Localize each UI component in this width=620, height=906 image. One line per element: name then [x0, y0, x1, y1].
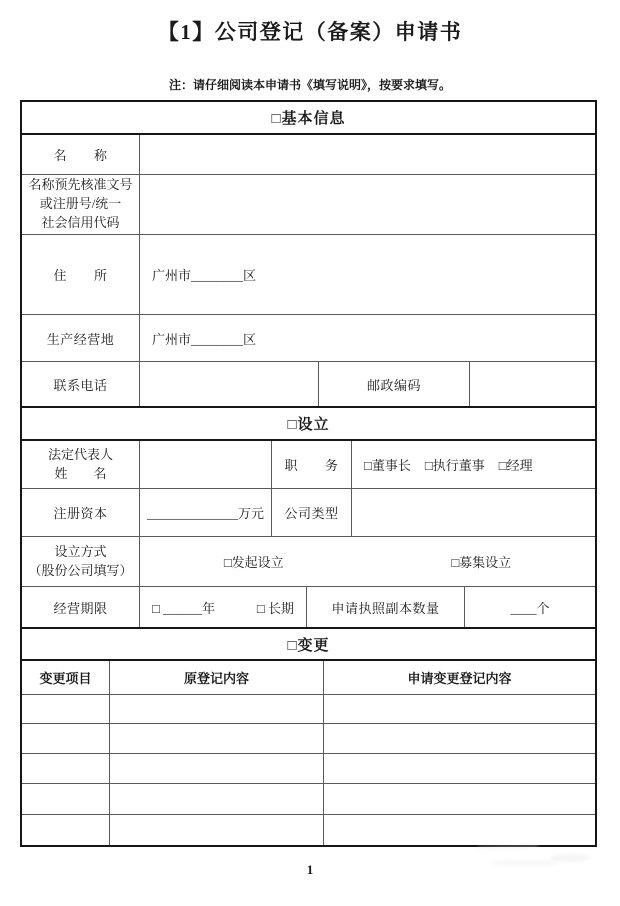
business-term-options [140, 587, 307, 627]
company-type-label: 公司类型 [272, 489, 352, 536]
business-site-label: 生产经营地 [22, 315, 140, 361]
row-business-site [22, 315, 595, 362]
license-copies-label: 申请执照副本数量 [307, 587, 465, 627]
approval-number-label [22, 175, 140, 234]
change-original-cell [110, 784, 324, 814]
checkbox-option-manager: □经理 [498, 458, 533, 473]
checkbox-option-fundraise-setup: □募集设立 [451, 555, 512, 570]
registered-capital-field: ______________万元 [140, 489, 272, 536]
change-empty-row [22, 754, 595, 784]
section-header-change [22, 629, 595, 661]
page-number: 1 [306, 862, 314, 877]
setup-method-label [22, 537, 140, 586]
change-empty-row [22, 815, 595, 845]
company-name-label: 名 称 [22, 135, 140, 174]
section-header-establishment-label: □设立 [287, 416, 330, 433]
address-field: 广州市________区 [152, 268, 257, 283]
change-item-cell [22, 784, 110, 814]
phone-label: 联系电话 [22, 362, 140, 406]
row-company-name [22, 135, 595, 175]
position-options [352, 441, 595, 488]
checkbox-option-chairman: □董事长 [364, 458, 411, 473]
note-prefix: 注： [168, 78, 193, 92]
change-empty-row [22, 724, 595, 754]
change-original-cell [110, 724, 324, 753]
business-term-label: 经营期限 [22, 587, 140, 627]
page-title: 【1】公司登记（备案）申请书 [157, 20, 463, 44]
setup-method-label-line1: 设立方式 [54, 543, 107, 559]
section-header-change-label: □变更 [287, 636, 330, 654]
change-item-cell [22, 815, 110, 845]
change-item-cell [22, 724, 110, 753]
company-type-field [352, 489, 595, 536]
change-item-cell [22, 695, 110, 723]
change-col-item: 变更项目 [22, 661, 110, 694]
change-requested-cell [324, 724, 595, 753]
row-approval-number [22, 175, 595, 235]
registered-capital-label: 注册资本 [22, 489, 140, 536]
position-label: 职 务 [272, 441, 352, 488]
legal-rep-label-line1: 法定代表人 [47, 446, 113, 462]
postcode-field [470, 362, 595, 406]
legal-rep-label-line2: 姓 名 [54, 465, 107, 481]
license-copies-field: ____个 [510, 600, 550, 616]
legal-rep-name-field [140, 441, 272, 488]
row-business-term [22, 587, 595, 629]
approval-number-label-line3: 社会信用代码 [41, 214, 120, 230]
legal-rep-label [22, 441, 140, 488]
checkbox-option-term-longterm: □ 长期 [256, 600, 294, 616]
business-site-field: 广州市________区 [152, 331, 257, 347]
change-original-cell [110, 695, 324, 723]
fill-instruction-note [0, 76, 620, 93]
checkbox-option-sponsor-setup: □发起设立 [223, 555, 284, 570]
address-label: 住 所 [22, 235, 140, 314]
change-original-cell [110, 815, 324, 845]
checkbox-option-executive-director: □执行董事 [424, 458, 485, 473]
approval-number-field [140, 175, 595, 234]
row-setup-method [22, 537, 595, 587]
change-table-header-row [22, 661, 595, 695]
change-item-cell [22, 754, 110, 783]
company-name-field [140, 135, 595, 174]
change-requested-cell [324, 695, 595, 723]
approval-number-label-line1: 名称预先核准文号 [28, 177, 133, 193]
change-requested-cell [324, 815, 595, 845]
row-legal-representative [22, 441, 595, 489]
change-col-original: 原登记内容 [110, 661, 324, 694]
change-requested-cell [324, 784, 595, 814]
postcode-label: 邮政编码 [319, 362, 470, 406]
row-registered-capital [22, 489, 595, 537]
change-original-cell [110, 754, 324, 783]
change-requested-cell [324, 754, 595, 783]
checkbox-option-term-years: □ ______年 [152, 600, 216, 616]
row-phone-postcode [22, 362, 595, 408]
change-empty-row [22, 784, 595, 815]
section-header-establishment [22, 408, 595, 441]
setup-method-label-line2: （股份公司填写） [28, 562, 133, 578]
setup-method-options [140, 537, 595, 586]
section-header-basic-info-label: □基本信息 [271, 110, 346, 127]
registration-form-table [20, 100, 597, 847]
change-empty-row [22, 695, 595, 724]
note-text: 请仔细阅读本申请书《填写说明》，按要求填写。 [193, 78, 452, 92]
section-header-basic-info [22, 102, 595, 135]
change-col-requested: 申请变更登记内容 [407, 671, 512, 686]
phone-field [140, 362, 319, 406]
approval-number-label-line2: 或注册号/统一 [39, 196, 122, 212]
row-address [22, 235, 595, 315]
